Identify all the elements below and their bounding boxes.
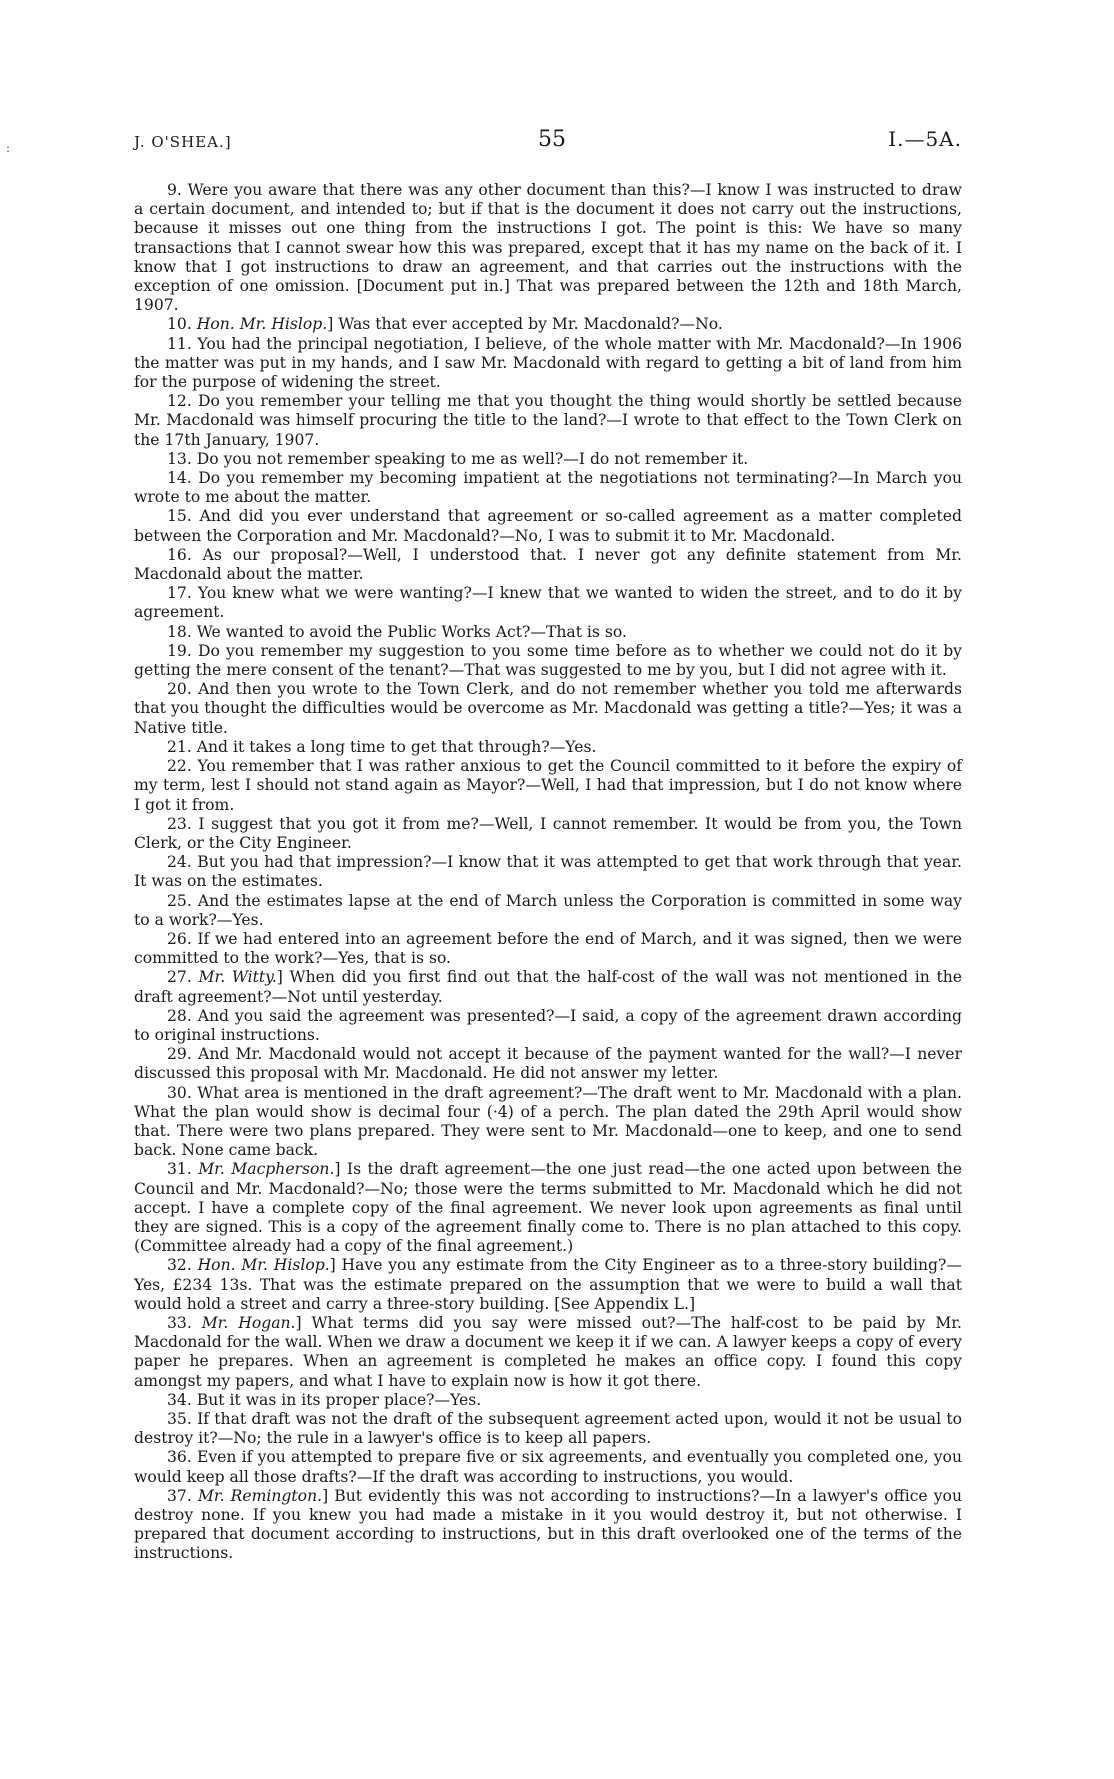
paragraph-text: 22. You remember that I was rather anxious to get the Council committed to it before the expiry of my term, lest I should not stand again as Mayor?—Well, I had that impression, but I do not know where I got it from. bbox=[134, 757, 962, 814]
testimony-paragraph bbox=[134, 315, 962, 334]
paragraph-text: ] When did you first find out that the half-cost of the wall was not mentioned in the draft agreement?—Not until yesterday. bbox=[134, 968, 962, 1006]
testimony-paragraph bbox=[134, 853, 962, 891]
question-number: 27. bbox=[167, 968, 199, 987]
paragraph-text: 26. If we had entered into an agreement before the end of March, and it was signed, then we were committed to the work?—Yes, that is so. bbox=[134, 929, 962, 968]
paragraph-text: 23. I suggest that you got it from me?—Well, I cannot remember. It would be from you, the Town Clerk, or the City Engineer. bbox=[134, 814, 962, 852]
paragraph-text: 34. But it was in its proper place?—Yes. bbox=[167, 1390, 482, 1409]
speaker-name: Mr. Macpherson. bbox=[198, 1160, 335, 1179]
paragraph-text: 15. And did you ever understand that agreement or so-called agreement as a matter completed between the Corporation and Mr. Macdonald?—No, I was to submit it to Mr. Macdonald. bbox=[134, 507, 962, 545]
testimony-paragraph bbox=[134, 1487, 962, 1564]
paragraph-text: 14. Do you remember my becoming impatient at the negotiations not terminating?—In March you wrote to me about the matter. bbox=[134, 469, 962, 507]
paragraph-text: 19. Do you remember my suggestion to you some time before as to whether we could not do it by getting the mere consent of the tenant?—That was suggested to me by you, but I did not agree with it. bbox=[134, 641, 962, 680]
paragraph-text: 17. You knew what we were wanting?—I knew that we wanted to widen the street, and to do it by agreement. bbox=[134, 584, 962, 622]
testimony-paragraph bbox=[134, 1045, 962, 1083]
page-header bbox=[0, 127, 1114, 157]
question-number: 10. bbox=[167, 315, 197, 334]
speaker-name: Mr. Remington. bbox=[197, 1486, 323, 1505]
speaker-name: Mr. Witty. bbox=[198, 968, 277, 987]
paragraph-text: 36. Even if you attempted to prepare five or six agreements, and eventually you completed one, you would keep all those drafts?—If the draft was according to instructions, you would. bbox=[134, 1448, 962, 1486]
paragraph-text: 29. And Mr. Macdonald would not accept it because of the payment wanted for the wall?—I never discussed this proposal with Mr. Macdonald. He did not answer my letter. bbox=[134, 1045, 962, 1083]
header-paper-ref: I.—5A. bbox=[888, 127, 962, 151]
question-number: 33. bbox=[167, 1313, 202, 1332]
testimony-paragraph bbox=[134, 892, 962, 930]
paragraph-text: 9. Were you aware that there was any other document than this?—I know I was instructed to draw a certain document, and intended to; but if that is the document it does not carry out the instructions, because it misses out one thing from the instructions I got. The point is this: We have so many transactions that I cannot swear how this was prepared, except that it has my name on the back of it. I know that I got instructions to draw an agreement, and that carries out the instructions with the exception of one omission. [Document put in.] That was prepared between the 12th and 18th March, 1907. bbox=[134, 181, 962, 315]
testimony-paragraph bbox=[134, 1084, 962, 1161]
testimony-paragraph bbox=[134, 815, 962, 853]
paragraph-text: 30. What area is mentioned in the draft agreement?—The draft went to Mr. Macdonald with a plan. What the plan would show is decimal four (·4) of a perch. The plan dated the 29th April would show that. There were two plans prepared. They were sent to Mr. Macdonald—one to keep, and one to send back. None came back. bbox=[134, 1083, 962, 1160]
paragraph-text: 28. And you said the agreement was presented?—I said, a copy of the agreement drawn according to original instructions. bbox=[134, 1006, 962, 1044]
evidence-body bbox=[134, 181, 962, 1564]
paragraph-text: 35. If that draft was not the draft of the subsequent agreement acted upon, would it not be usual to destroy it?—No; the rule in a lawyer's office is to keep all papers. bbox=[134, 1410, 962, 1448]
testimony-paragraph bbox=[134, 1256, 962, 1314]
paragraph-text: ] But evidently this was not according to instructions?—In a lawyer's office you destroy none. If you knew you had made a mistake in it you would destroy it, but not otherwise. I prepared that document according to instructions, but in this draft overlooked one of the terms of the instructions. bbox=[134, 1486, 962, 1563]
testimony-paragraph bbox=[134, 680, 962, 738]
speaker-name: Hon. Mr. Hislop. bbox=[197, 1256, 330, 1275]
testimony-paragraph bbox=[134, 1160, 962, 1256]
paragraph-text: 16. As our proposal?—Well, I understood that. I never got any definite statement from Mr. Macdonald about the matter. bbox=[134, 545, 962, 584]
paragraph-text: 13. Do you not remember speaking to me as well?—I do not remember it. bbox=[167, 449, 749, 468]
paragraph-text: ] Is the draft agreement—the one just read—the one acted upon between the Council and Mr. Macdonald?—No; those were the terms submitted to Mr. Macdonald which he did not accept. I have a complete copy of the final agreement. We never look upon agreements as final until they are signed. This is a copy of the agreement finally come to. There is no plan attached to this copy. (Committee already had a copy of the final agreement.) bbox=[134, 1160, 962, 1256]
header-witness-name: J. O'SHEA.] bbox=[134, 133, 232, 151]
paragraph-text: ] Was that ever accepted by Mr. Macdonald?—No. bbox=[327, 315, 723, 334]
paragraph-text: 24. But you had that impression?—I know that it was attempted to get that work through that year. It was on the estimates. bbox=[134, 853, 962, 891]
question-number: 31. bbox=[167, 1160, 199, 1179]
testimony-paragraph bbox=[134, 469, 962, 507]
speaker-name: Hon. Mr. Hislop. bbox=[196, 315, 328, 334]
testimony-paragraph bbox=[134, 1391, 962, 1410]
testimony-paragraph bbox=[134, 584, 962, 622]
testimony-paragraph bbox=[134, 181, 962, 315]
speaker-name: Mr. Hogan. bbox=[201, 1313, 296, 1332]
paragraph-text: 25. And the estimates lapse at the end of March unless the Corporation is committed in some way to a work?—Yes. bbox=[134, 891, 962, 929]
testimony-paragraph bbox=[134, 1448, 962, 1486]
testimony-paragraph bbox=[134, 738, 962, 757]
paragraph-text: ] Have you any estimate from the City Engineer as to a three-story building?—Yes, £234 13s. That was the estimate prepared on the assumption that we were to build a wall that would hold a street and carry a three-story building. [See Appendix L.] bbox=[134, 1256, 962, 1313]
testimony-paragraph bbox=[134, 642, 962, 680]
testimony-paragraph bbox=[134, 930, 962, 968]
page-number: 55 bbox=[538, 127, 566, 152]
testimony-paragraph bbox=[134, 757, 962, 815]
paragraph-text: 21. And it takes a long time to get that through?—Yes. bbox=[167, 737, 597, 756]
testimony-paragraph bbox=[134, 392, 962, 450]
testimony-paragraph bbox=[134, 623, 962, 642]
testimony-paragraph bbox=[134, 1314, 962, 1391]
paragraph-text: 18. We wanted to avoid the Public Works Act?—That is so. bbox=[167, 622, 627, 641]
testimony-paragraph bbox=[134, 507, 962, 545]
testimony-paragraph bbox=[134, 1410, 962, 1448]
question-number: 37. bbox=[167, 1486, 198, 1505]
question-number: 32. bbox=[167, 1256, 198, 1275]
testimony-paragraph bbox=[134, 450, 962, 469]
testimony-paragraph bbox=[134, 968, 962, 1006]
paragraph-text: 12. Do you remember your telling me that you thought the thing would shortly be settled because Mr. Macdonald was himself procuring the title to the land?—I wrote to that effect to the Town Clerk on the 17th January, 1907. bbox=[134, 392, 962, 449]
paragraph-text: ] What terms did you say were missed out?—The half-cost to be paid by Mr. Macdonald for the wall. When we draw a document we keep it if we can. A lawyer keeps a copy of every paper he prepares. When an agreement is completed he makes an office copy. I found this copy amongst my papers, and what I have to explain now is how it got there. bbox=[134, 1313, 962, 1390]
paragraph-text: 11. You had the principal negotiation, I believe, of the whole matter with Mr. Macdonald?—In 1906 the matter was put in my hands, and I saw Mr. Macdonald with regard to getting a bit of land from him for the purpose of widening the street. bbox=[134, 334, 962, 392]
paragraph-text: 20. And then you wrote to the Town Clerk, and do not remember whether you told me afterwards that you thought the difficulties would be overcome as Mr. Macdonald was getting a title?—Yes; it was a Native title. bbox=[134, 680, 962, 737]
testimony-paragraph bbox=[134, 1007, 962, 1045]
testimony-paragraph bbox=[134, 546, 962, 584]
margin-mark: : bbox=[6, 141, 11, 155]
testimony-paragraph bbox=[134, 335, 962, 393]
